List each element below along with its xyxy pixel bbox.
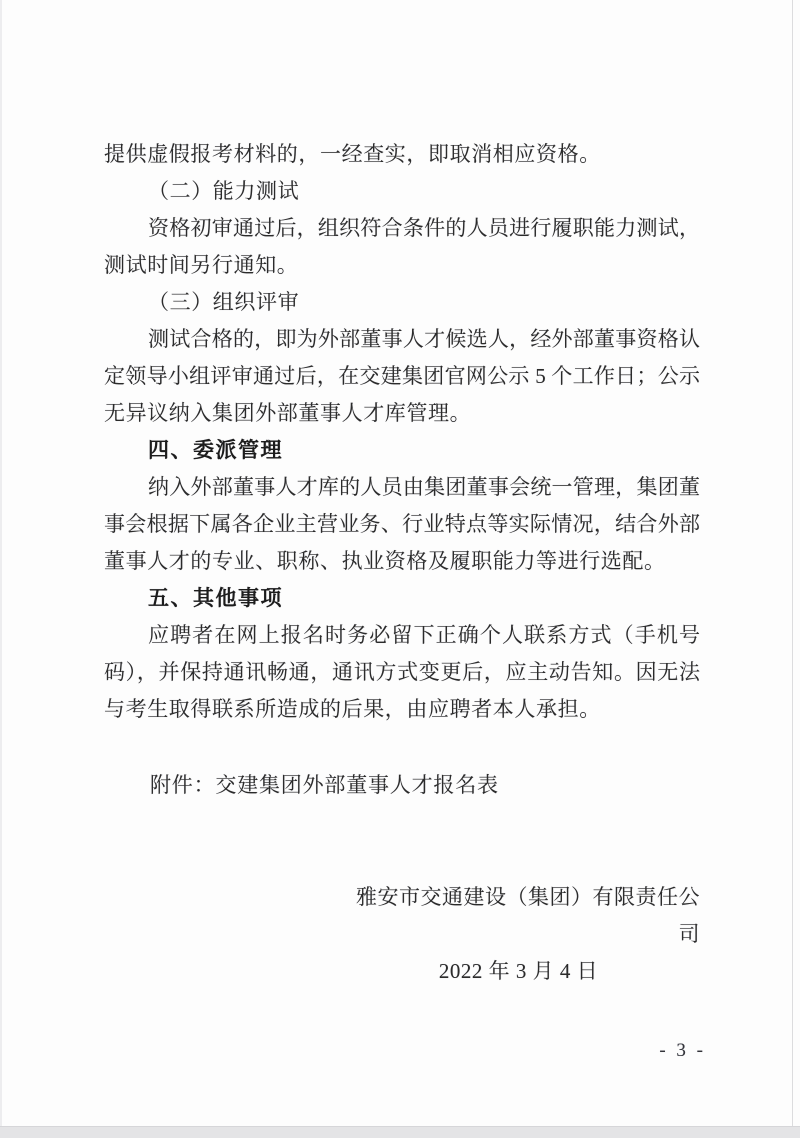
page-right-edge (792, 0, 793, 1127)
text-line: 纳入外部董事人才库的人员由集团董事会统一管理，集团董 (148, 475, 700, 499)
subsection-heading: （三）组织评审 (148, 290, 300, 314)
text-line: 码），并保持通讯畅通，通讯方式变更后，应主动告知。因无法 (104, 660, 700, 684)
signature-block (337, 879, 700, 990)
text-line: 应聘者在网上报名时务必留下正确个人联系方式（手机号 (148, 623, 700, 647)
text-line: 提供虚假报考材料的，一经查实，即取消相应资格。 (104, 142, 601, 166)
page-number: - 3 - (659, 1040, 706, 1061)
text-line: 董事人才的专业、职称、执业资格及履职能力等进行选配。 (104, 549, 666, 573)
subsection-heading: （二）能力测试 (148, 179, 300, 203)
document-body (104, 136, 700, 728)
attachment-line: 附件：交建集团外部董事人才报名表 (150, 773, 499, 797)
section-heading: 五、其他事项 (148, 587, 283, 610)
text-line: 测试时间另行通知。 (104, 253, 299, 277)
text-line: 定领导小组评审通过后，在交建集团官网公示 5 个工作日；公示 (104, 364, 700, 388)
text-line: 测试合格的，即为外部董事人才候选人，经外部董事资格认 (148, 327, 700, 351)
text-line: 与考生取得联系所造成的后果，由应聘者本人承担。 (104, 697, 601, 721)
signature-date: 2022 年 3 月 4 日 (438, 959, 599, 983)
page-left-edge (0, 0, 2, 1138)
text-line: 事会根据下属各企业主营业务、行业特点等实际情况，结合外部 (104, 512, 700, 536)
text-line: 无异议纳入集团外部董事人才库管理。 (104, 401, 472, 425)
page-bottom-edge (0, 1126, 800, 1138)
signature-company: 雅安市交通建设（集团）有限责任公司 (356, 885, 700, 946)
section-heading: 四、委派管理 (148, 439, 283, 462)
text-line: 资格初审通过后，组织符合条件的人员进行履职能力测试， (148, 216, 700, 240)
